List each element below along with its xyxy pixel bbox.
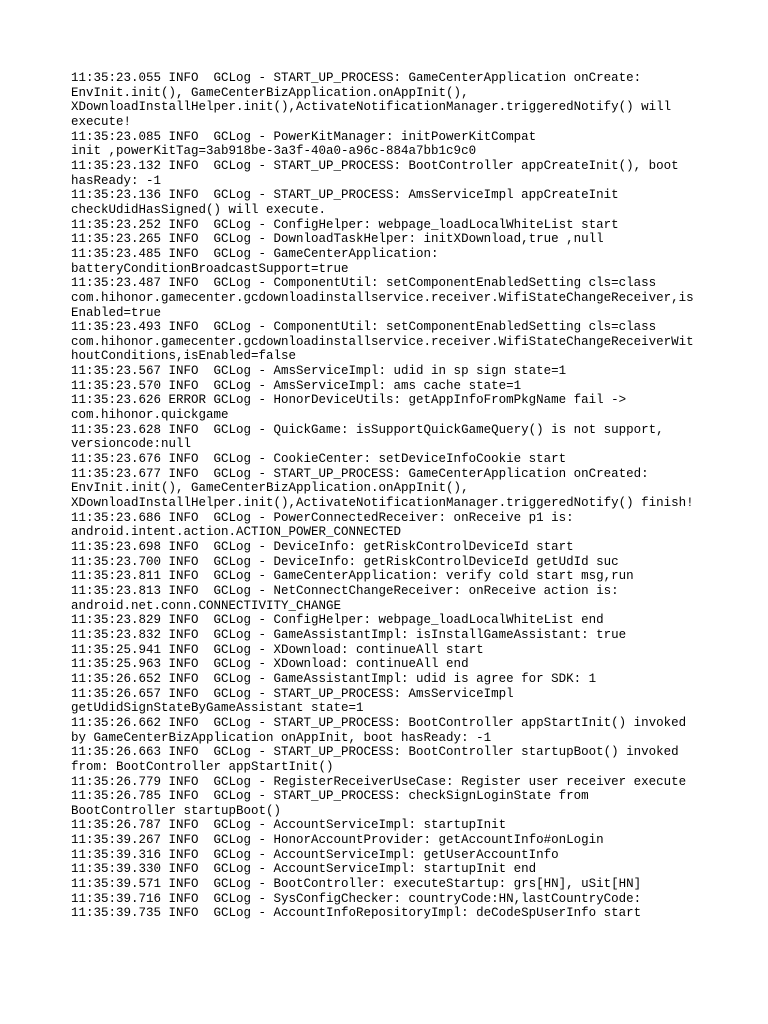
log-line: 11:35:23.493 INFO GCLog - ComponentUtil: setComponentEnabledSetting cls=class com.hihonor.gamecenter.gcdownloadinstallservice.receiver.WifiStateChangeReceiverWit houtConditions,isEnabled=false: [71, 320, 694, 364]
log-line: 11:35:23.677 INFO GCLog - START_UP_PROCESS: GameCenterApplication onCreated: EnvInit.init(), GameCenterBizApplication.onAppInit(), XDownloadInstallHelper.init(),ActivateNotificationManager.triggeredNotify() finish!: [71, 466, 694, 511]
log-line: 11:35:23.829 INFO GCLog - ConfigHelper: webpage_loadLocalWhiteList end: [71, 613, 604, 628]
log-line: 11:35:23.055 INFO GCLog - START_UP_PROCESS: GameCenterApplication onCreate: EnvInit.init(), GameCenterBizApplication.onAppInit(), XDownloadInstallHelper.init(),ActivateNotificationManager.triggeredNotify() will execute!: [71, 71, 672, 129]
log-line: 11:35:23.136 INFO GCLog - START_UP_PROCESS: AmsServiceImpl appCreateInit checkUdidHasSigned() will execute.: [71, 188, 619, 217]
log-line: 11:35:23.252 INFO GCLog - ConfigHelper: webpage_loadLocalWhiteList start: [71, 217, 619, 232]
log-line: 11:35:23.676 INFO GCLog - CookieCenter: setDeviceInfoCookie start: [71, 452, 567, 467]
log-line: 11:35:26.662 INFO GCLog - START_UP_PROCESS: BootController appStartInit() invoked by GameCenterBizApplication onAppInit, boot hasReady: -1: [71, 715, 687, 745]
log-line: 11:35:23.700 INFO GCLog - DeviceInfo: getRiskControlDeviceId getUdId suc: [71, 554, 619, 569]
log-line: 11:35:26.785 INFO GCLog - START_UP_PROCESS: checkSignLoginState from BootController startupBoot(): [71, 789, 589, 818]
log-line: 11:35:39.316 INFO GCLog - AccountServiceImpl: getUserAccountInfo: [71, 847, 559, 862]
log-line: 11:35:39.716 INFO GCLog - SysConfigChecker: countryCode:HN,lastCountryCode:: [71, 891, 642, 906]
log-line: 11:35:23.567 INFO GCLog - AmsServiceImpl: udid in sp sign state=1: [71, 364, 567, 379]
log-line: 11:35:23.626 ERROR GCLog - HonorDeviceUtils: getAppInfoFromPkgName fail -> com.hihonor.quickgame: [71, 393, 627, 423]
log-line: 11:35:25.963 INFO GCLog - XDownload: continueAll end: [71, 657, 469, 672]
log-line: 11:35:26.657 INFO GCLog - START_UP_PROCESS: AmsServiceImpl getUdidSignStateByGameAssistant state=1: [71, 686, 514, 716]
log-line: 11:35:23.698 INFO GCLog - DeviceInfo: getRiskControlDeviceId start: [71, 540, 574, 554]
log-line: 11:35:23.813 INFO GCLog - NetConnectChangeReceiver: onReceive action is: android.net.conn.CONNECTIVITY_CHANGE: [71, 583, 619, 613]
log-line: 11:35:39.571 INFO GCLog - BootController: executeStartup: grs[HN], uSit[HN]: [71, 877, 642, 892]
log-line: 11:35:23.265 INFO GCLog - DownloadTaskHelper: initXDownload,true ,null: [71, 232, 604, 247]
log-line: 11:35:39.267 INFO GCLog - HonorAccountProvider: getAccountInfo#onLogin: [71, 833, 604, 848]
log-line: 11:35:39.330 INFO GCLog - AccountServiceImpl: startupInit end: [71, 862, 537, 877]
log-line: 11:35:23.686 INFO GCLog - PowerConnectedReceiver: onReceive p1 is: android.intent.action.ACTION_POWER_CONNECTED: [71, 510, 574, 540]
log-line: 11:35:39.735 INFO GCLog - AccountInfoRepositoryImpl: deCodeSpUserInfo start: [71, 906, 642, 921]
log-line: 11:35:23.487 INFO GCLog - ComponentUtil: setComponentEnabledSetting cls=class com.hihonor.gamecenter.gcdownloadinstallservice.receiver.WifiStateChangeReceiver,is Enabled=true: [71, 276, 694, 320]
log-text: [71, 71, 711, 921]
log-line: 11:35:26.779 INFO GCLog - RegisterReceiverUseCase: Register user receiver execute: [71, 774, 687, 789]
log-line: 11:35:26.663 INFO GCLog - START_UP_PROCESS: BootController startupBoot() invoked from: BootController appStartInit(): [71, 745, 679, 774]
log-line: 11:35:25.941 INFO GCLog - XDownload: continueAll start: [71, 642, 484, 657]
log-line: 11:35:23.628 INFO GCLog - QuickGame: isSupportQuickGameQuery() is not support, versioncode:null: [71, 422, 664, 452]
log-line: 11:35:23.085 INFO GCLog - PowerKitManager: initPowerKitCompat init ,powerKitTag=3ab918be-3a3f-40a0-a96c-884a7bb1c9c0: [71, 129, 537, 159]
log-line: 11:35:23.570 INFO GCLog - AmsServiceImpl: ams cache state=1: [71, 378, 522, 393]
log-line: 11:35:26.652 INFO GCLog - GameAssistantImpl: udid is agree for SDK: 1: [71, 671, 597, 686]
log-line: 11:35:23.132 INFO GCLog - START_UP_PROCESS: BootController appCreateInit(), boot hasReady: -1: [71, 158, 679, 188]
log-line: 11:35:23.811 INFO GCLog - GameCenterApplication: verify cold start msg,run: [71, 569, 634, 584]
log-line: 11:35:26.787 INFO GCLog - AccountServiceImpl: startupInit: [71, 818, 507, 833]
log-line: 11:35:23.485 INFO GCLog - GameCenterApplication: batteryConditionBroadcastSupport=true: [71, 246, 439, 276]
log-line: 11:35:23.832 INFO GCLog - GameAssistantImpl: isInstallGameAssistant: true: [71, 627, 627, 642]
